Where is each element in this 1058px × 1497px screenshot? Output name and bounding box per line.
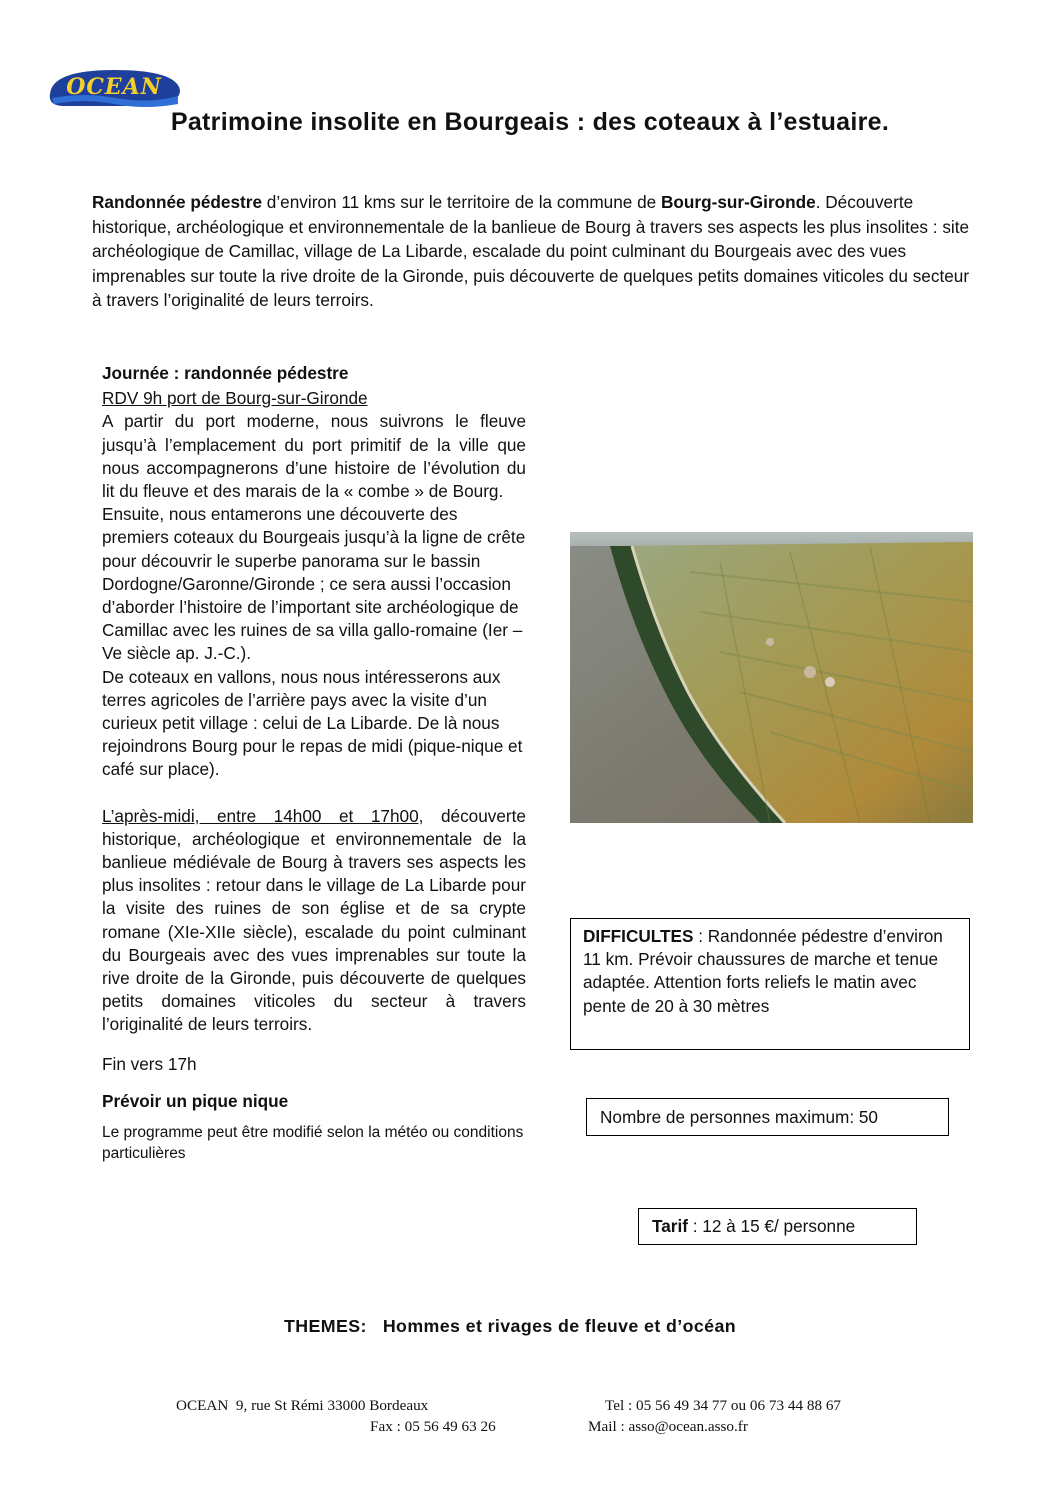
- day-heading: Journée : randonnée pédestre: [102, 363, 349, 383]
- afternoon-paragraph: [102, 805, 526, 1037]
- difficulty-box: [570, 918, 970, 1050]
- program-column: [102, 362, 526, 1164]
- intro-place-after: .: [815, 192, 821, 212]
- intro-lead: Randonnée pédestre: [92, 192, 263, 212]
- program-paragraph-1: A partir du port moderne, nous suivrons le fleuve jusqu’à l’emplacement du port primitif de la ville que nous accompagnerons d’une histoire de l’évolution du lit du fleuve et des marais de la « combe » de Bourg.: [102, 411, 526, 502]
- themes-line: THEMES: Hommes et rivages de fleuve et d’océan: [283, 1316, 736, 1336]
- footer-email: Mail : asso@ocean.asso.fr: [588, 1418, 748, 1435]
- weather-note: Le programme peut être modifié selon la météo ou conditions particulières: [102, 1124, 524, 1162]
- logo-text: OCEAN: [66, 74, 162, 100]
- difficulty-label: DIFFICULTES: [583, 926, 694, 946]
- ocean-logo: [44, 64, 184, 110]
- intro-lead-rest: d’environ 11 kms sur le territoire de la commune de: [262, 192, 662, 212]
- footer-phone: Tel : 05 56 49 34 77 ou 06 73 44 88 67: [605, 1397, 842, 1414]
- page-title: Patrimoine insolite en Bourgeais : des coteaux à l’estuaire.: [170, 108, 890, 136]
- max-people-box: Nombre de personnes maximum: 50: [586, 1098, 949, 1136]
- end-time: Fin vers 17h: [102, 1053, 197, 1074]
- difficulty-text: : Randonnée pédestre d’environ 11 km. Prévoir chaussures de marche et tenue adaptée. Attention forts reliefs le matin avec pente de 20 à 30 mètres: [583, 926, 943, 1016]
- afternoon-text: découverte historique, archéologique et environnementale de la banlieue médiévale de Bourg à travers ses aspects les plus insolites : retour dans le village de La Libarde pour la visite des ruines de son église et de sa crypte romane (XIe-XIIe siècle), escalade du point culminant du Bourgeais avec des vues imprenables sur toute la rive droite de la Gironde, puis découverte de quelques petits domaines viticoles du secteur à travers l’originalité de leurs terroirs.: [102, 805, 526, 1035]
- price-text: : 12 à 15 €/ personne: [687, 1216, 856, 1236]
- price-label: Tarif: [652, 1216, 688, 1236]
- rdv-line: RDV 9h port de Bourg-sur-Gironde: [102, 388, 368, 409]
- footer-address: OCEAN 9, rue St Rémi 33000 Bordeaux: [176, 1397, 429, 1414]
- afternoon-label: L’après-midi, entre 14h00 et 17h00,: [102, 805, 424, 826]
- program-paragraph-3: De coteaux en vallons, nous nous intéresserons aux terres agricoles de l’arrière pays avec la visite d’un curieux petit village : celui de La Libarde. De là nous rejoindrons Bourg pour le repas de midi (pique-nique et café sur place).: [102, 666, 523, 780]
- program-paragraph-2: Ensuite, nous entamerons une découverte des premiers coteaux du Bourgeais jusqu’à la ligne de crête pour découvrir le superbe panorama sur le bassin Dordogne/Garonne/Gironde ; ce sera aussi l’occasion d’aborder l’histoire de l’important site archéologique de Camillac avec les ruines de sa villa gallo-romaine (Ier –Ve siècle ap. J.-C.).: [102, 504, 526, 664]
- aerial-photo-image: [570, 532, 973, 823]
- picnic-note: Prévoir un pique nique: [102, 1090, 289, 1111]
- aerial-photo: [570, 532, 973, 823]
- price-box: [638, 1208, 917, 1245]
- intro-paragraph: [92, 190, 972, 313]
- footer-fax: Fax : 05 56 49 63 26: [370, 1418, 496, 1435]
- intro-body: Découverte historique, archéologique et environnementale de la banlieue de Bourg à travers ses aspects les plus insolites : site archéologique de Camillac, village de La Libarde, escalade du point culminant du Bourgeais avec des vues imprenables sur toute la rive droite de la Gironde, puis découverte de quelques petits domaines viticoles du secteur à travers l’originalité de leurs terroirs.: [92, 192, 970, 311]
- intro-place: Bourg-sur-Gironde: [661, 192, 816, 212]
